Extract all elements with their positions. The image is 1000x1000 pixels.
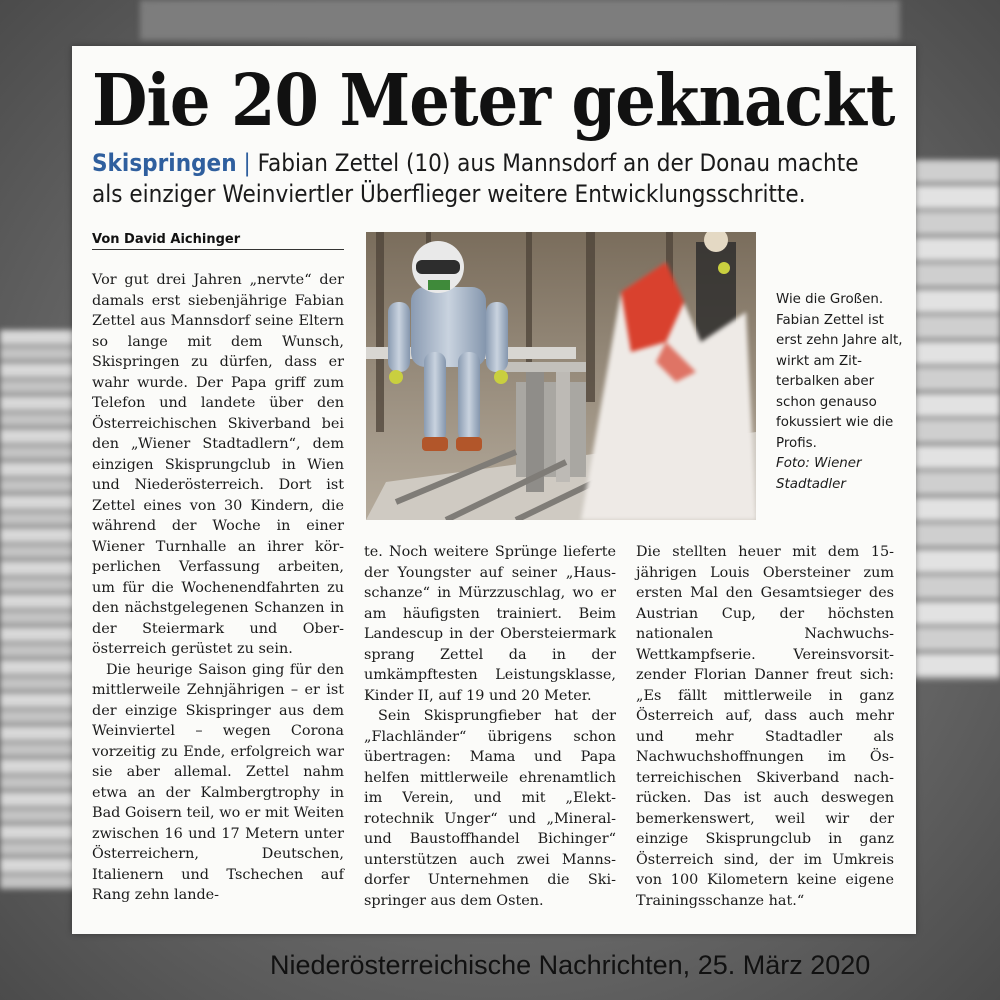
headline: Die 20 Meter geknackt [92,58,895,142]
byline: Von David Aichinger [92,232,344,250]
subheadline-line-2: als einziger Weinviertler Überflieger weitere Entwicklungsschritte. [92,180,806,208]
article-column-2 [364,542,616,911]
paragraph-2: Die heurige Saison ging für den mittlerweile Zehnjährigen – er ist der einzige Skispringer aus dem Weinviertel – wegen Corona vorzeitig zu Ende, erfolgreich war sie aber allemal. Zettel nahm etwa an der Kalmbergtrophy in Bad Goisern teil, wo er mit Weiten zwischen 16 und 17 Metern unter Österreichern, Deutschen, Italienern und Tschechen auf Rang zehn lande- [92,661,344,903]
ski-jumper-photo [366,232,756,520]
article-photo [366,232,756,520]
subheadline-text-1: Fabian Zettel (10) aus Mannsdorf an der Donau machte [257,149,859,177]
paragraph-1: Vor gut drei Jahren „nervte“ der damals erst siebenjährige Fabian Zettel aus Mannsdorf seine Eltern so lange mit dem Wunsch, Skispringen zu dürfen, dass er wahr wurde. Der Papa griff zum Telefon und landete über den Österreichischen Skiverband bei den „Wiener Stadtadlern“, dem einzigen Skisprungclub in Wien und Niederösterreich. Dort ist Zettel eines von 30 Kindern, die während der Woche in einer Wiener Turnhalle an ihrer körperlichen Verfassung arbeiten, um für die Wochenendfahrten zu den nächstgelegenen Schanzen in der Steiermark und Oberösterreich gerüstet zu sein. [92,272,344,657]
paragraph-2-continued: te. Noch weitere Sprünge lieferte der Youngster auf seiner „Hausschanze“ in Mürzzuschlag, wo er am häufigsten trainiert. Beim Landescup in der Obersteiermark sprang Zettel da in der umkämpftesten Leistungsklasse, Kinder II, auf 19 und 20 Meter. [364,544,616,704]
article-column-1 [92,270,344,906]
article-column-3 [636,542,894,911]
source-citation: Niederösterreichische Nachrichten, 25. März 2020 [270,950,871,980]
background-newspaper-stack-left [0,330,80,890]
kicker: Skispringen [92,149,237,177]
photo-caption [776,290,906,495]
newspaper-clipping [72,46,916,934]
kicker-separator: | [243,149,251,177]
caption-text: Wie die Großen. Fabian Zettel ist erst zehn Jahre alt, wirkt am Zitterbalken aber schon genauso fokussiert wie die Profis. [776,292,903,451]
background-newspaper-stack-right [910,160,1000,680]
paragraph-4: Die stellten heuer mit dem 15-jährigen Louis Obersteiner zum ersten Mal den Gesamtsieger des Austrian Cup, der höchsten nationalen Nachwuchs-Wettkampfserie. Vereinsvorsitzender Florian Danner freut sich: „Es fällt mittlerweile in ganz Österreich auf, dass auch mehr und mehr Stadtadler als Nachwuchshoffnungen im Österreichischen Skiverband nachrücken. Das ist auch deswegen bemerkenswert, weil wir der einzige Skisprungclub in ganz Österreich sind, der im Umkreis von 100 Kilometern keine eigene Trainingsschanze hat.“ [636,544,894,909]
subheadline [92,148,859,210]
paragraph-3: Sein Skisprungfieber hat der „Flachländer“ übrigens schon übertragen: Mama und Papa helfen mittlerweile ehrenamtlich im Verein, und mit „Elektrotechnik Unger“ und „Mineral- und Baustoffhandel Bichinger“ unterstützen auch zwei Mannsdorfer Unternehmen die Skispringer aus dem Osten. [364,708,616,909]
subheadline-line-1 [92,148,859,179]
background-top [140,0,900,40]
photo-credit: Foto: Wiener Stadtadler [776,456,862,492]
